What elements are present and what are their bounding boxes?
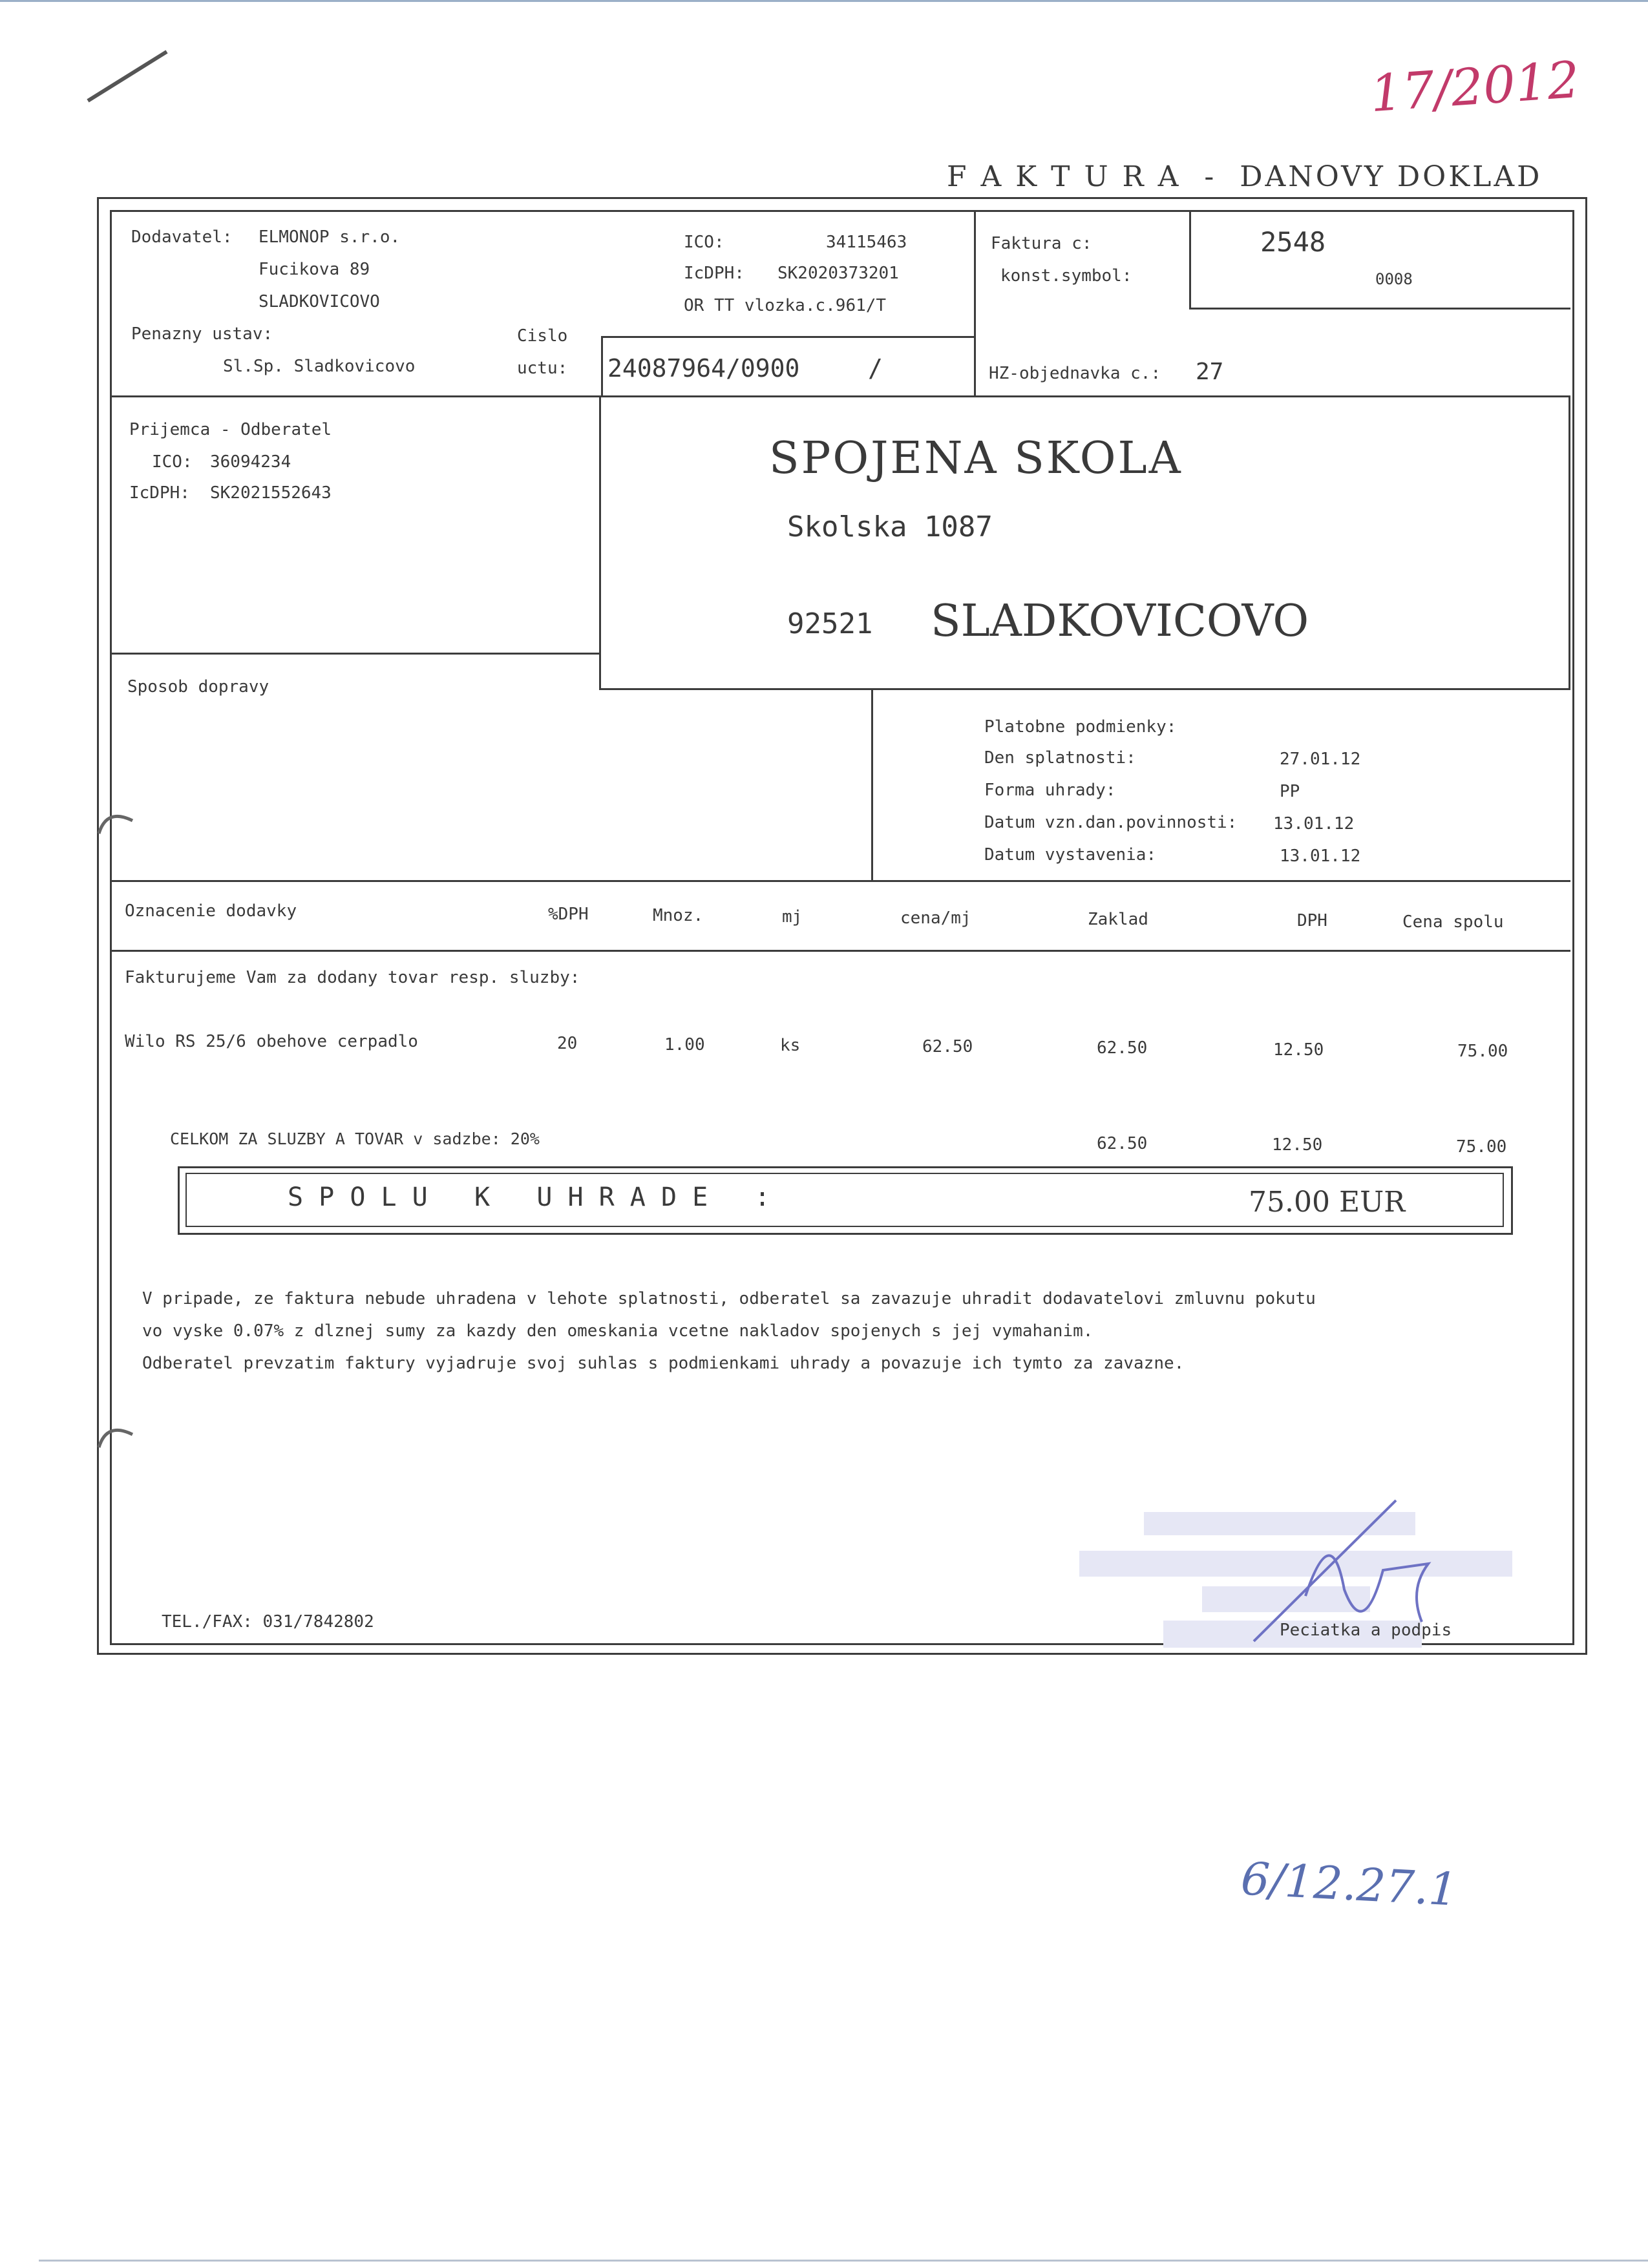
row-qty: 1.00	[664, 1035, 705, 1055]
konst-symbol: 0008	[1375, 270, 1413, 288]
header-vat: %DPH	[548, 905, 589, 924]
header-base: Zaklad	[1088, 910, 1148, 929]
total-due-amount: 75.00 EUR	[1249, 1186, 1406, 1219]
header-qty: Mnoz.	[653, 906, 704, 925]
recipient-street: Skolska 1087	[787, 510, 993, 543]
supplier-ico: 34115463	[826, 233, 907, 252]
payment-title: Platobne podmienky:	[984, 717, 1177, 737]
account-label-2: uctu:	[517, 359, 568, 378]
supplier-icdph-label: IcDPH:	[684, 264, 745, 283]
row-item: Wilo RS 25/6 obehove cerpadlo	[125, 1032, 418, 1051]
transport-label: Sposob dopravy	[127, 677, 269, 697]
payment-row-2-label: Forma uhrady:	[984, 781, 1116, 800]
payment-row-4-label: Datum vystavenia:	[984, 845, 1157, 865]
summary-base: 62.50	[1097, 1134, 1148, 1153]
handwritten-note-top: 17/2012	[1368, 50, 1581, 124]
invoice-number: 2548	[1260, 226, 1326, 258]
supplier-ico-label: ICO:	[684, 233, 724, 252]
recipient-label: Prijemca - Odberatel	[129, 420, 332, 439]
order-number: 27	[1196, 359, 1224, 385]
document-title: F A K T U R A - DANOVY DOKLAD	[947, 160, 1543, 193]
row-dph: 12.50	[1273, 1040, 1324, 1060]
table-intro: Fakturujeme Vam za dodany tovar resp. sluzby:	[125, 968, 580, 987]
order-label: HZ-objednavka c.:	[989, 364, 1161, 383]
account-separator: /	[868, 354, 883, 383]
recipient-ico: 36094234	[210, 452, 291, 472]
recipient-ico-label: ICO:	[152, 452, 193, 472]
invoice-number-label: Faktura c:	[991, 234, 1092, 253]
konst-symbol-label: konst.symbol:	[1000, 266, 1132, 286]
supplier-register: OR TT vlozka.c.961/T	[684, 296, 887, 315]
account-number: 24087964/0900	[607, 354, 800, 383]
header-item: Oznacenie dodavky	[125, 901, 297, 921]
row-unit: ks	[780, 1036, 801, 1055]
recipient-icdph: SK2021552643	[210, 483, 332, 503]
payment-row-4-value: 13.01.12	[1280, 846, 1361, 866]
terms-line-2: vo vyske 0.07% z dlznej sumy za kazdy den omeskania vcetne nakladov spojenych s jej vymahanim.	[142, 1321, 1093, 1341]
header-unit: mj	[782, 907, 803, 927]
payment-row-1-value: 27.01.12	[1280, 750, 1361, 769]
account-label: Cislo	[517, 326, 568, 346]
payment-row-3-value: 13.01.12	[1273, 814, 1355, 834]
payment-row-3-label: Datum vzn.dan.povinnosti:	[984, 813, 1238, 832]
recipient-icdph-label: IcDPH:	[129, 483, 190, 503]
summary-label: CELKOM ZA SLUZBY A TOVAR v sadzbe: 20%	[170, 1129, 540, 1148]
row-total: 75.00	[1457, 1042, 1508, 1061]
summary-dph: 12.50	[1272, 1135, 1323, 1155]
terms-line-3: Odberatel prevzatim faktury vyjadruje svoj suhlas s podmienkami uhrady a povazuje ich tymto za zavazne.	[142, 1354, 1185, 1373]
supplier-name: ELMONOP s.r.o.	[259, 227, 401, 247]
supplier-street: Fucikova 89	[259, 260, 370, 279]
bank-name: Sl.Sp. Sladkovicovo	[223, 357, 416, 376]
payment-row-1-label: Den splatnosti:	[984, 748, 1136, 768]
supplier-icdph: SK2020373201	[777, 264, 899, 283]
punch-hole-mark	[94, 1415, 139, 1454]
recipient-zip: 92521	[787, 607, 873, 640]
supplier-label: Dodavatel:	[131, 227, 233, 247]
row-vat: 20	[557, 1034, 578, 1053]
header-price: cena/mj	[900, 908, 971, 928]
punch-hole-mark	[94, 801, 139, 840]
supplier-city: SLADKOVICOVO	[259, 292, 380, 311]
header-dph: DPH	[1297, 911, 1327, 930]
pen-mark	[84, 45, 174, 110]
signature-label: Peciatka a podpis	[1280, 1621, 1452, 1640]
recipient-name: SPOJENA SKOLA	[769, 433, 1183, 484]
terms-line-1: V pripade, ze faktura nebude uhradena v lehote splatnosti, odberatel sa zavazuje uhradit dodavatelovi zmluvnu pokutu	[142, 1289, 1316, 1308]
header-total: Cena spolu	[1402, 912, 1504, 932]
recipient-city: SLADKOVICOVO	[931, 596, 1309, 647]
row-price: 62.50	[922, 1037, 973, 1056]
payment-row-2-value: PP	[1280, 782, 1300, 801]
row-base: 62.50	[1097, 1038, 1148, 1058]
footer-phone: TEL./FAX: 031/7842802	[162, 1612, 374, 1632]
handwritten-note-bottom: 6/12.27.1	[1240, 1852, 1459, 1916]
summary-total: 75.00	[1456, 1137, 1507, 1157]
bank-label: Penazny ustav:	[131, 324, 273, 344]
total-due-label: S P O L U K U H R A D E :	[288, 1182, 770, 1212]
